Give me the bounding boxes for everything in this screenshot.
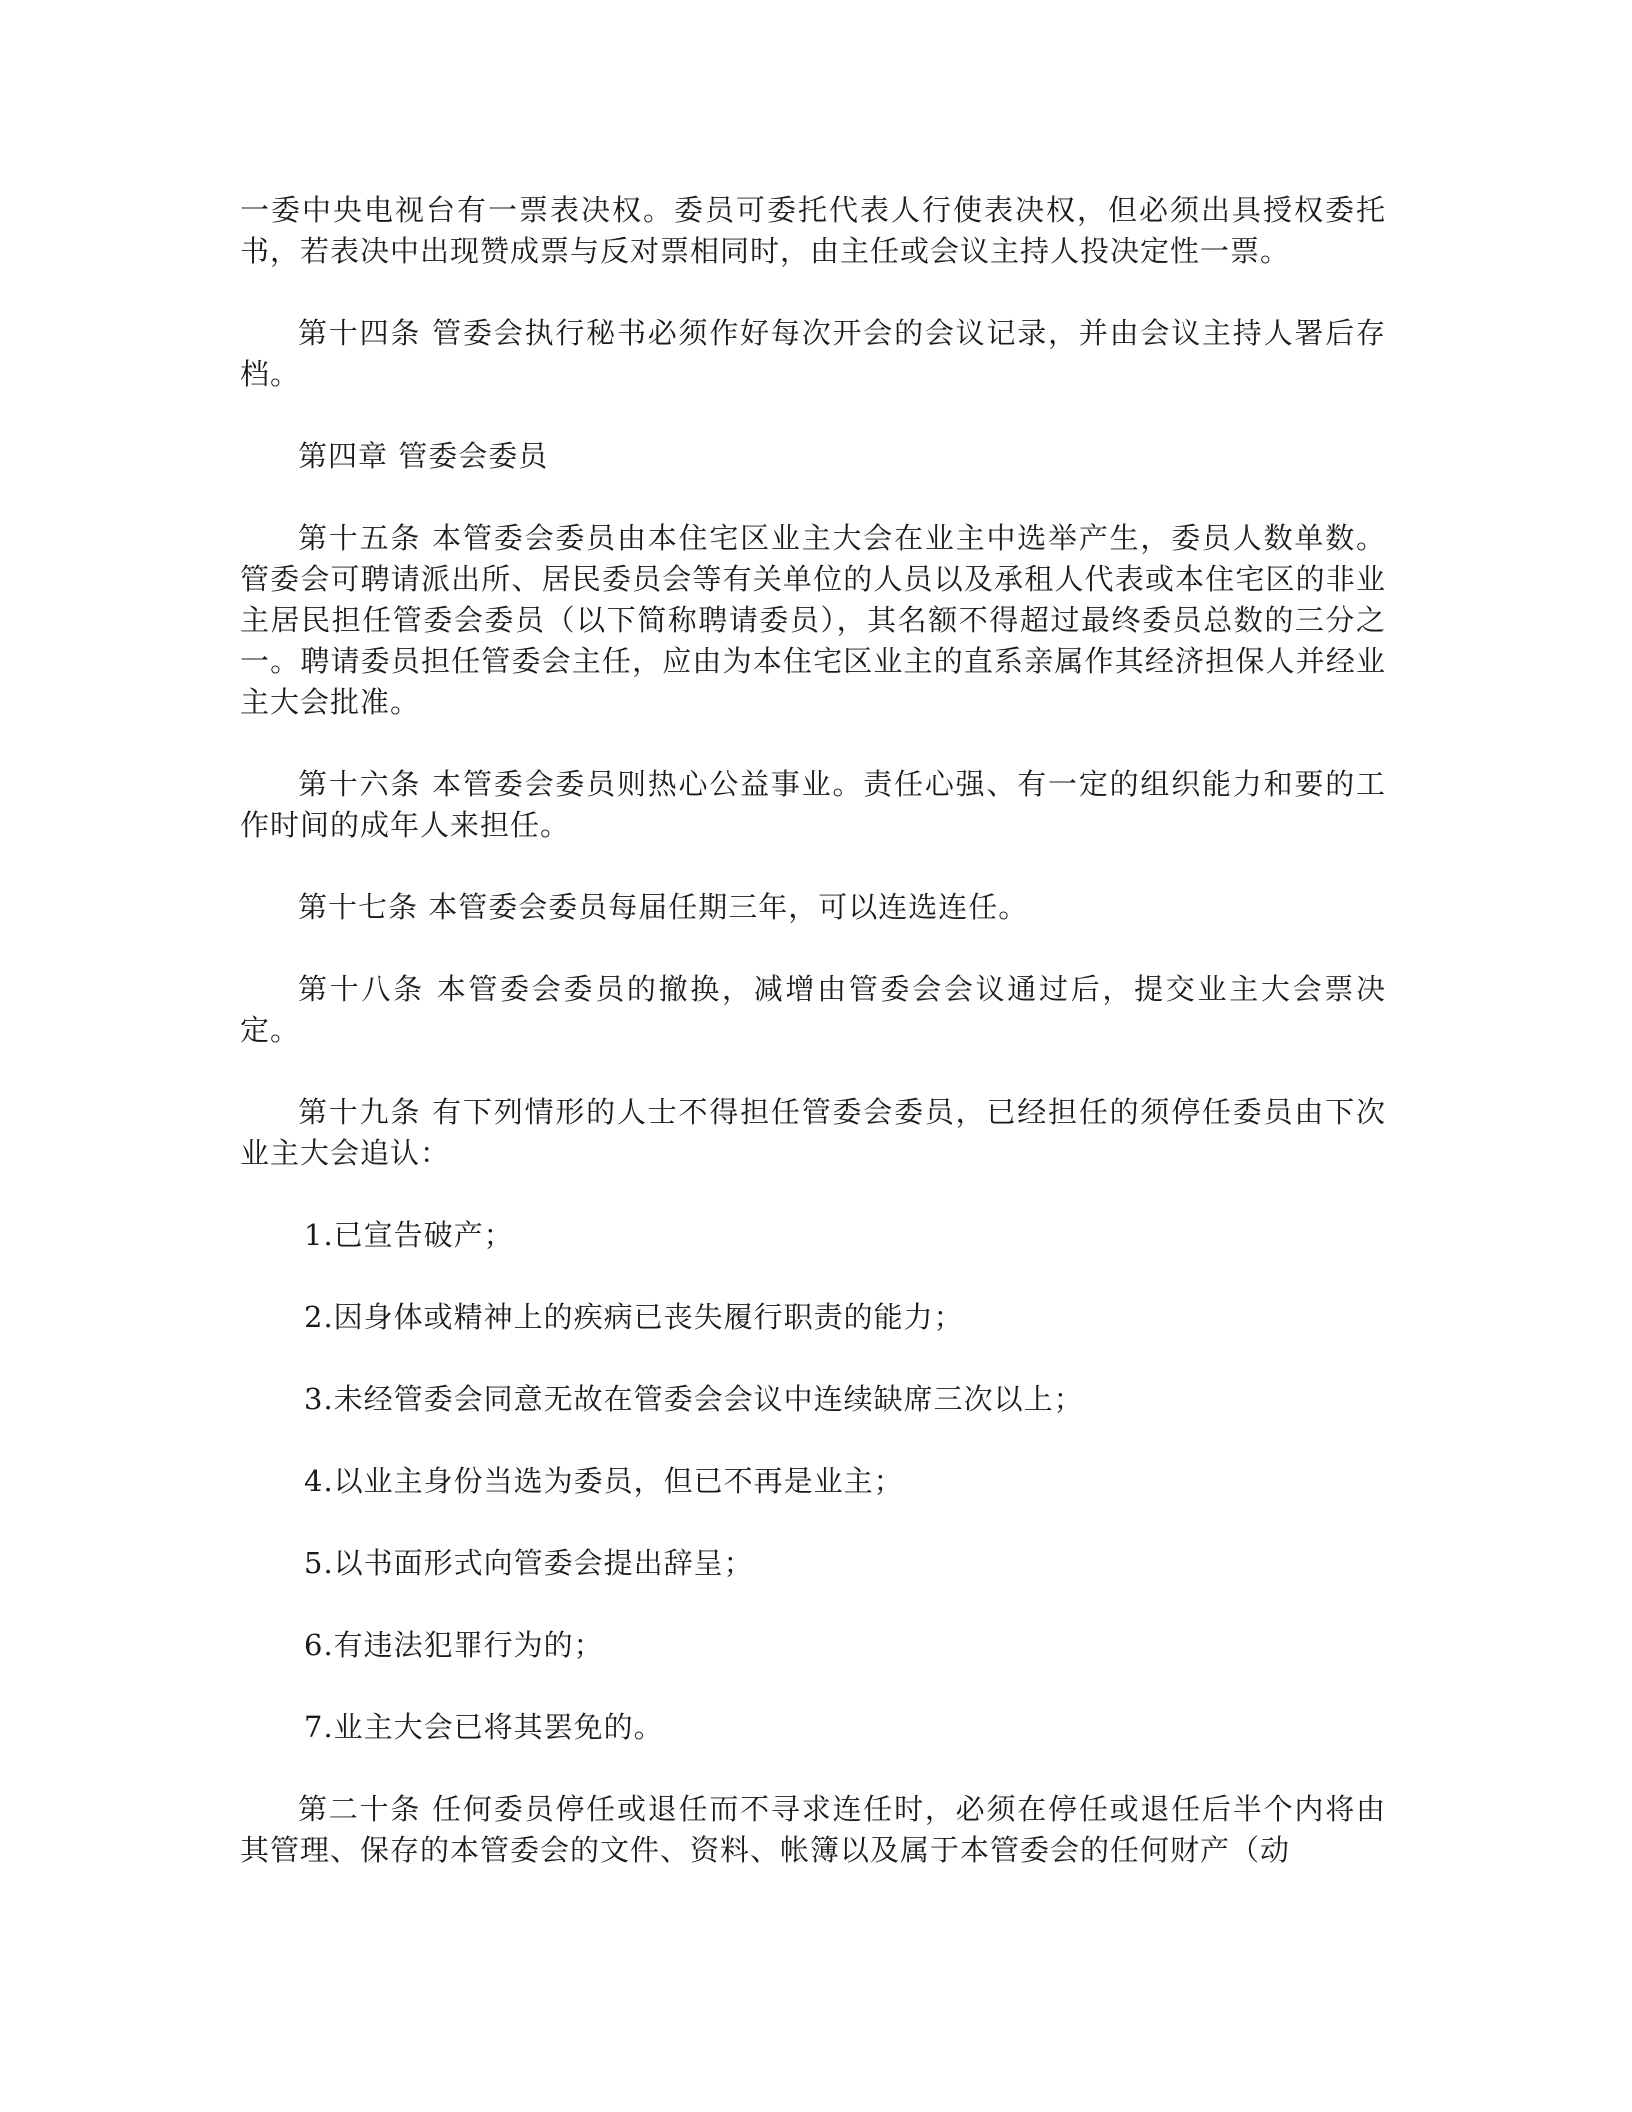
paragraph-article-18: 第十八条 本管委会委员的撤换，减增由管委会会议通过后，提交业主大会票决定。 — [240, 972, 1386, 1047]
chapter-heading-4: 第四章 管委会委员 — [298, 439, 549, 473]
paragraph-article-15: 第十五条 本管委会委员由本住宅区业主大会在业主中选举产生，委员人数单数。管委会可聘请派出所、居民委员会等有关单位的人员以及承租人代表或本住宅区的非业主居民担任管委会委员（以下简称聘请委员），其名额不得超过最终委员总数的三分之一。聘请委员担任管委会主任，应由为本住宅区业主的直系亲属作其经济担保人并经业主大会批准。 — [240, 521, 1386, 719]
disqualification-list — [240, 1215, 1386, 1748]
paragraph-article-20: 第二十条 任何委员停任或退任而不寻求连任时，必须在停任或退任后半个内将由其管理、保存的本管委会的文件、资料、帐簿以及属于本管委会的任何财产（动 — [240, 1792, 1386, 1867]
paragraph-article-16: 第十六条 本管委会委员则热心公益事业。责任心强、有一定的组织能力和要的工作时间的成年人来担任。 — [240, 767, 1386, 842]
list-item: 1.已宣告破产； — [304, 1218, 514, 1252]
paragraph-article-17: 第十七条 本管委会委员每届任期三年，可以连选连任。 — [298, 890, 1029, 924]
list-item: 2.因身体或精神上的疾病已丧失履行职责的能力； — [304, 1300, 964, 1334]
list-item: 6.有违法犯罪行为的； — [304, 1628, 604, 1662]
paragraph-voting: 一委中央电视台有一票表决权。委员可委托代表人行使表决权，但必须出具授权委托书，若表决中出现赞成票与反对票相同时，由主任或会议主持人投决定性一票。 — [240, 193, 1386, 268]
paragraph-article-14: 第十四条 管委会执行秘书必须作好每次开会的会议记录，并由会议主持人署后存档。 — [240, 316, 1386, 391]
list-item: 7.业主大会已将其罢免的。 — [304, 1710, 664, 1744]
document-page — [240, 190, 1386, 1912]
list-item: 4.以业主身份当选为委员，但已不再是业主； — [304, 1464, 904, 1498]
list-item: 3.未经管委会同意无故在管委会会议中连续缺席三次以上； — [304, 1382, 1084, 1416]
paragraph-article-19: 第十九条 有下列情形的人士不得担任管委会委员，已经担任的须停任委员由下次业主大会追认： — [240, 1095, 1386, 1170]
list-item: 5.以书面形式向管委会提出辞呈； — [304, 1546, 754, 1580]
